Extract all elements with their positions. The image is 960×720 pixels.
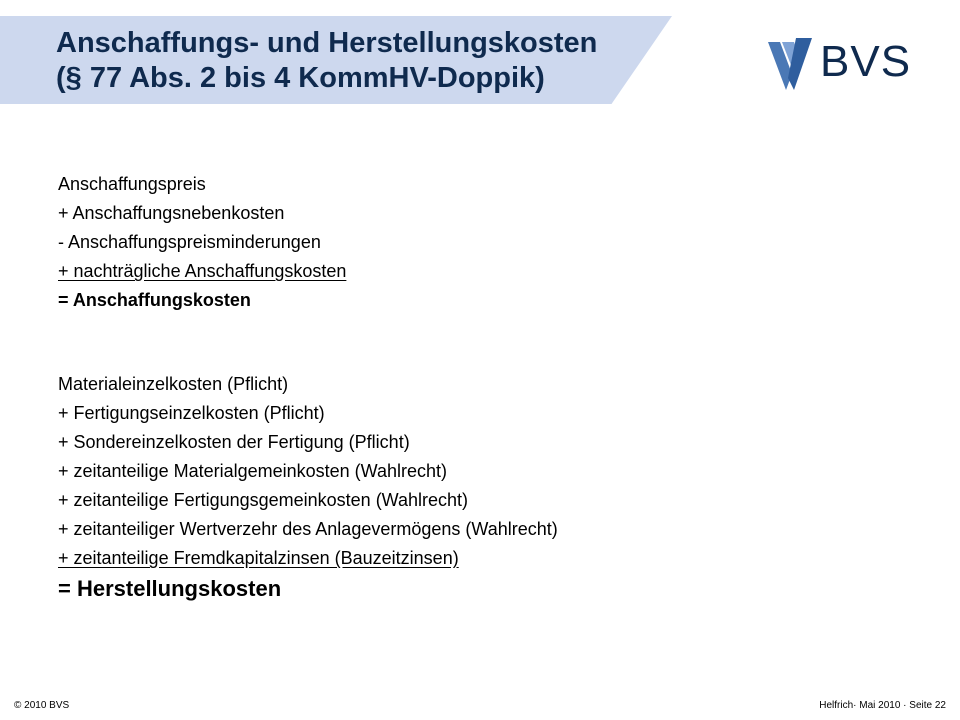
footer-copyright: © 2010 BVS xyxy=(14,700,70,711)
footer-page-info: Helfrich· Mai 2010 · Seite 22 xyxy=(819,700,946,711)
herstellung-line-4: + zeitanteilige Materialgemeinkosten (Wahlrecht) xyxy=(58,461,448,481)
bvs-logo xyxy=(766,34,912,94)
herstellung-line-7: + zeitanteilige Fremdkapitalzinsen (Bauzeitzinsen) xyxy=(58,548,459,568)
herstellungskosten-block xyxy=(58,370,558,605)
herstellung-line-3: + Sondereinzelkosten der Fertigung (Pflicht) xyxy=(58,432,410,452)
herstellung-line-2: + Fertigungseinzelkosten (Pflicht) xyxy=(58,403,325,423)
herstellung-line-6: + zeitanteiliger Wertverzehr des Anlagevermögens (Wahlrecht) xyxy=(58,519,558,539)
anschaffungskosten-block xyxy=(58,170,346,315)
title-line-1: Anschaffungs- und Herstellungskosten xyxy=(56,27,598,59)
anschaffung-result: = Anschaffungskosten xyxy=(58,290,251,310)
anschaffung-line-2: + Anschaffungsnebenkosten xyxy=(58,203,285,223)
herstellung-line-1: Materialeinzelkosten (Pflicht) xyxy=(58,374,289,394)
bvs-logo-mark-icon xyxy=(766,34,818,94)
anschaffung-line-4: + nachträgliche Anschaffungskosten xyxy=(58,261,347,281)
slide-title xyxy=(56,26,676,96)
herstellung-result: = Herstellungskosten xyxy=(58,576,282,601)
herstellung-line-5: + zeitanteilige Fertigungsgemeinkosten (Wahlrecht) xyxy=(58,490,469,510)
anschaffung-line-1: Anschaffungspreis xyxy=(58,174,206,194)
logo-text: BVS xyxy=(820,37,912,86)
anschaffung-line-3: - Anschaffungspreisminderungen xyxy=(58,232,321,252)
title-line-2: (§ 77 Abs. 2 bis 4 KommHV-Doppik) xyxy=(56,62,545,94)
